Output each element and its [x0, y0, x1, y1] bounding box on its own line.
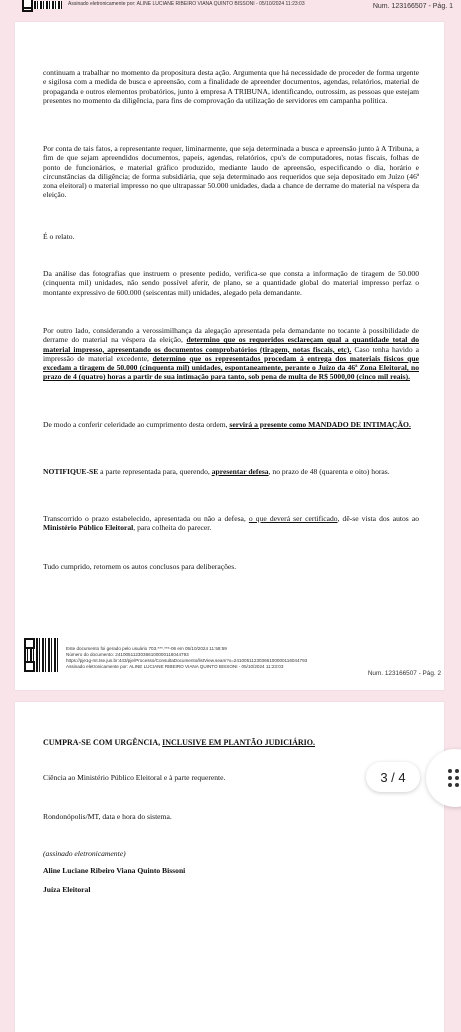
text-run: De modo a conferir celeridade ao cumprimento desta ordem, — [43, 420, 230, 429]
signature-note: (assinado eletronicamente) — [43, 849, 126, 858]
text-run: , para colheita do parecer. — [133, 523, 212, 533]
text-run: , no prazo de 48 (quarenta e oito) horas. — [268, 467, 390, 476]
text-run: Caso tenha havido a impressão de material excedente, — [43, 344, 420, 363]
grid-dots-icon — [448, 769, 460, 787]
judge-title: Juíza Eleitoral — [43, 885, 91, 894]
paragraph: Por conta de tais fatos, a representante requer, liminarmente, que seja determinada a busca e apreensão junto à A Tribuna, a fim de que sejam apreendidos documentos, papeis, agendas, relatórios, cpu's de computadores, notas fiscais, folhas de ponto de funcionários, e material gráfico produzido, mediante laudo de apreensão, especificando o dia, horário e circunstâncias da diligência; de forma subsidiária, que seja determinado aos requeridos que seja depositado em Juízo (46ª zona eleitoral) o material impresso no que ultrapassar 50.000 unidades, dada a chance de derrame do material na véspera da eleição. — [43, 144, 419, 200]
footer-url: https://pje1g-mt.tse.jus.br:443/pje/Processo/ConsultaDocumento/listView.seam?x=24100511230366100000116044793 — [66, 658, 308, 663]
document-page — [15, 702, 444, 1032]
top-page-number: Num. 123166507 - Pág. 1 — [372, 3, 453, 10]
paragraph: Da análise das fotografias que instruem o presente pedido, verifica-se que consta a informação de tiragem de 50.000 (cinquenta mil) unidades, não sendo possível aferir, de plano, se a quantidade global do material impresso perfaz o montante expressivo de 600.000 (seiscentas mil) unidades, alegado pela demandante. — [43, 269, 419, 297]
page-number: Num. 123166507 - Pág. 2 — [367, 670, 441, 677]
text-run-bold: NOTIFIQUE-SE — [43, 467, 99, 476]
paragraph — [43, 326, 419, 382]
paragraph: É o relato. — [43, 232, 75, 241]
paragraph: Ciência ao Ministério Público Eleitoral e à parte requerente. — [43, 773, 226, 782]
document-page — [15, 22, 444, 690]
paragraph — [43, 514, 419, 533]
barcode-icon — [22, 1, 62, 9]
paragraph — [43, 738, 419, 747]
qr-code-icon — [24, 638, 58, 672]
paragraph — [43, 420, 419, 429]
footer-signed: Assinado eletronicamente por: ALINE LUCIANE RIBEIRO VIANA QUINTO BISSONI - 05/10/2024 11:23:03 — [66, 664, 284, 669]
top-signature-strip — [0, 0, 461, 14]
text-run-bold: determino que os requeridos esclareçam qual a quantidade total do material impresso, apresentando os documentos comprobatórios (tiragem, notas fiscais, etc). — [43, 335, 419, 354]
text-run: , dê-se vista dos autos ao — [337, 514, 420, 523]
text-run-bold: CUMPRA-SE COM URGÊNCIA, — [43, 738, 163, 747]
text-run-bold: INCLUSIVE EM PLANTÃO JUDICIÁRIO. — [162, 738, 316, 747]
footer-generated: Este documento foi gerado pelo usuário 703.***.***-06 em 05/10/2024 11:58:59 — [66, 646, 227, 651]
paragraph: continuam a trabalhar no momento da propositura desta ação. Argumenta que há necessidade de proceder de forma urgente e sigilosa com a medida de busca e apreensão, com a finalidade de apreender documentos, agendas, relatórios, material de propaganda e outros elementos probatórios, junto à empresa A TRIBUNA, identificando, outrossim, as pessoas que estejam presentes no momento da diligência, para fins de comprovação da utilização de servidores em campanha política. — [43, 68, 419, 105]
text-run-bold: determino que os representados procedam à entrega dos materiais físicos que excedam a tiragem de 50.000 (cinquenta mil) unidades, espontaneamente, perante o Juízo da 46ª Zona Eleitoral, no prazo de 4 (quatro) horas a partir de sua intimação para tanto, sob pena de multa de R$ 5000,00 (cinco mil reais). — [43, 353, 420, 382]
text-run: o que deverá ser certificado — [248, 514, 338, 523]
paragraph — [43, 467, 419, 476]
text-run: a parte representada para, querendo, — [98, 467, 212, 476]
footer-doc-number: Número do documento: 24100511230366100000116044793 — [66, 652, 189, 657]
text-run: Por outro lado, considerando a verossimilhança da alegação apresentada pela demandante no tocante à possibilidade de derrame do material na véspera da eleição, — [43, 326, 419, 345]
judge-name: Aline Luciane Ribeiro Viana Quinto Bissoni — [43, 866, 186, 875]
page-indicator: 3 / 4 — [366, 762, 420, 792]
text-run-bold: servirá a presente como MANDADO DE INTIMAÇÃO. — [229, 420, 411, 429]
paragraph: Tudo cumprido, retornem os autos conclusos para deliberações. — [43, 562, 237, 571]
text-run-bold: Ministério Público Eleitoral — [43, 523, 134, 533]
top-signed-text: Assinado eletronicamente por: ALINE LUCIANE RIBEIRO VIANA QUINTO BISSONI - 05/10/2024 11:23:03 — [68, 1, 305, 7]
paragraph: Rondonópolis/MT, data e hora do sistema. — [43, 812, 172, 821]
text-run-bold: apresentar defesa — [211, 467, 269, 476]
text-run: Transcorrido o prazo estabelecido, apresentada ou não a defesa, — [43, 514, 249, 523]
